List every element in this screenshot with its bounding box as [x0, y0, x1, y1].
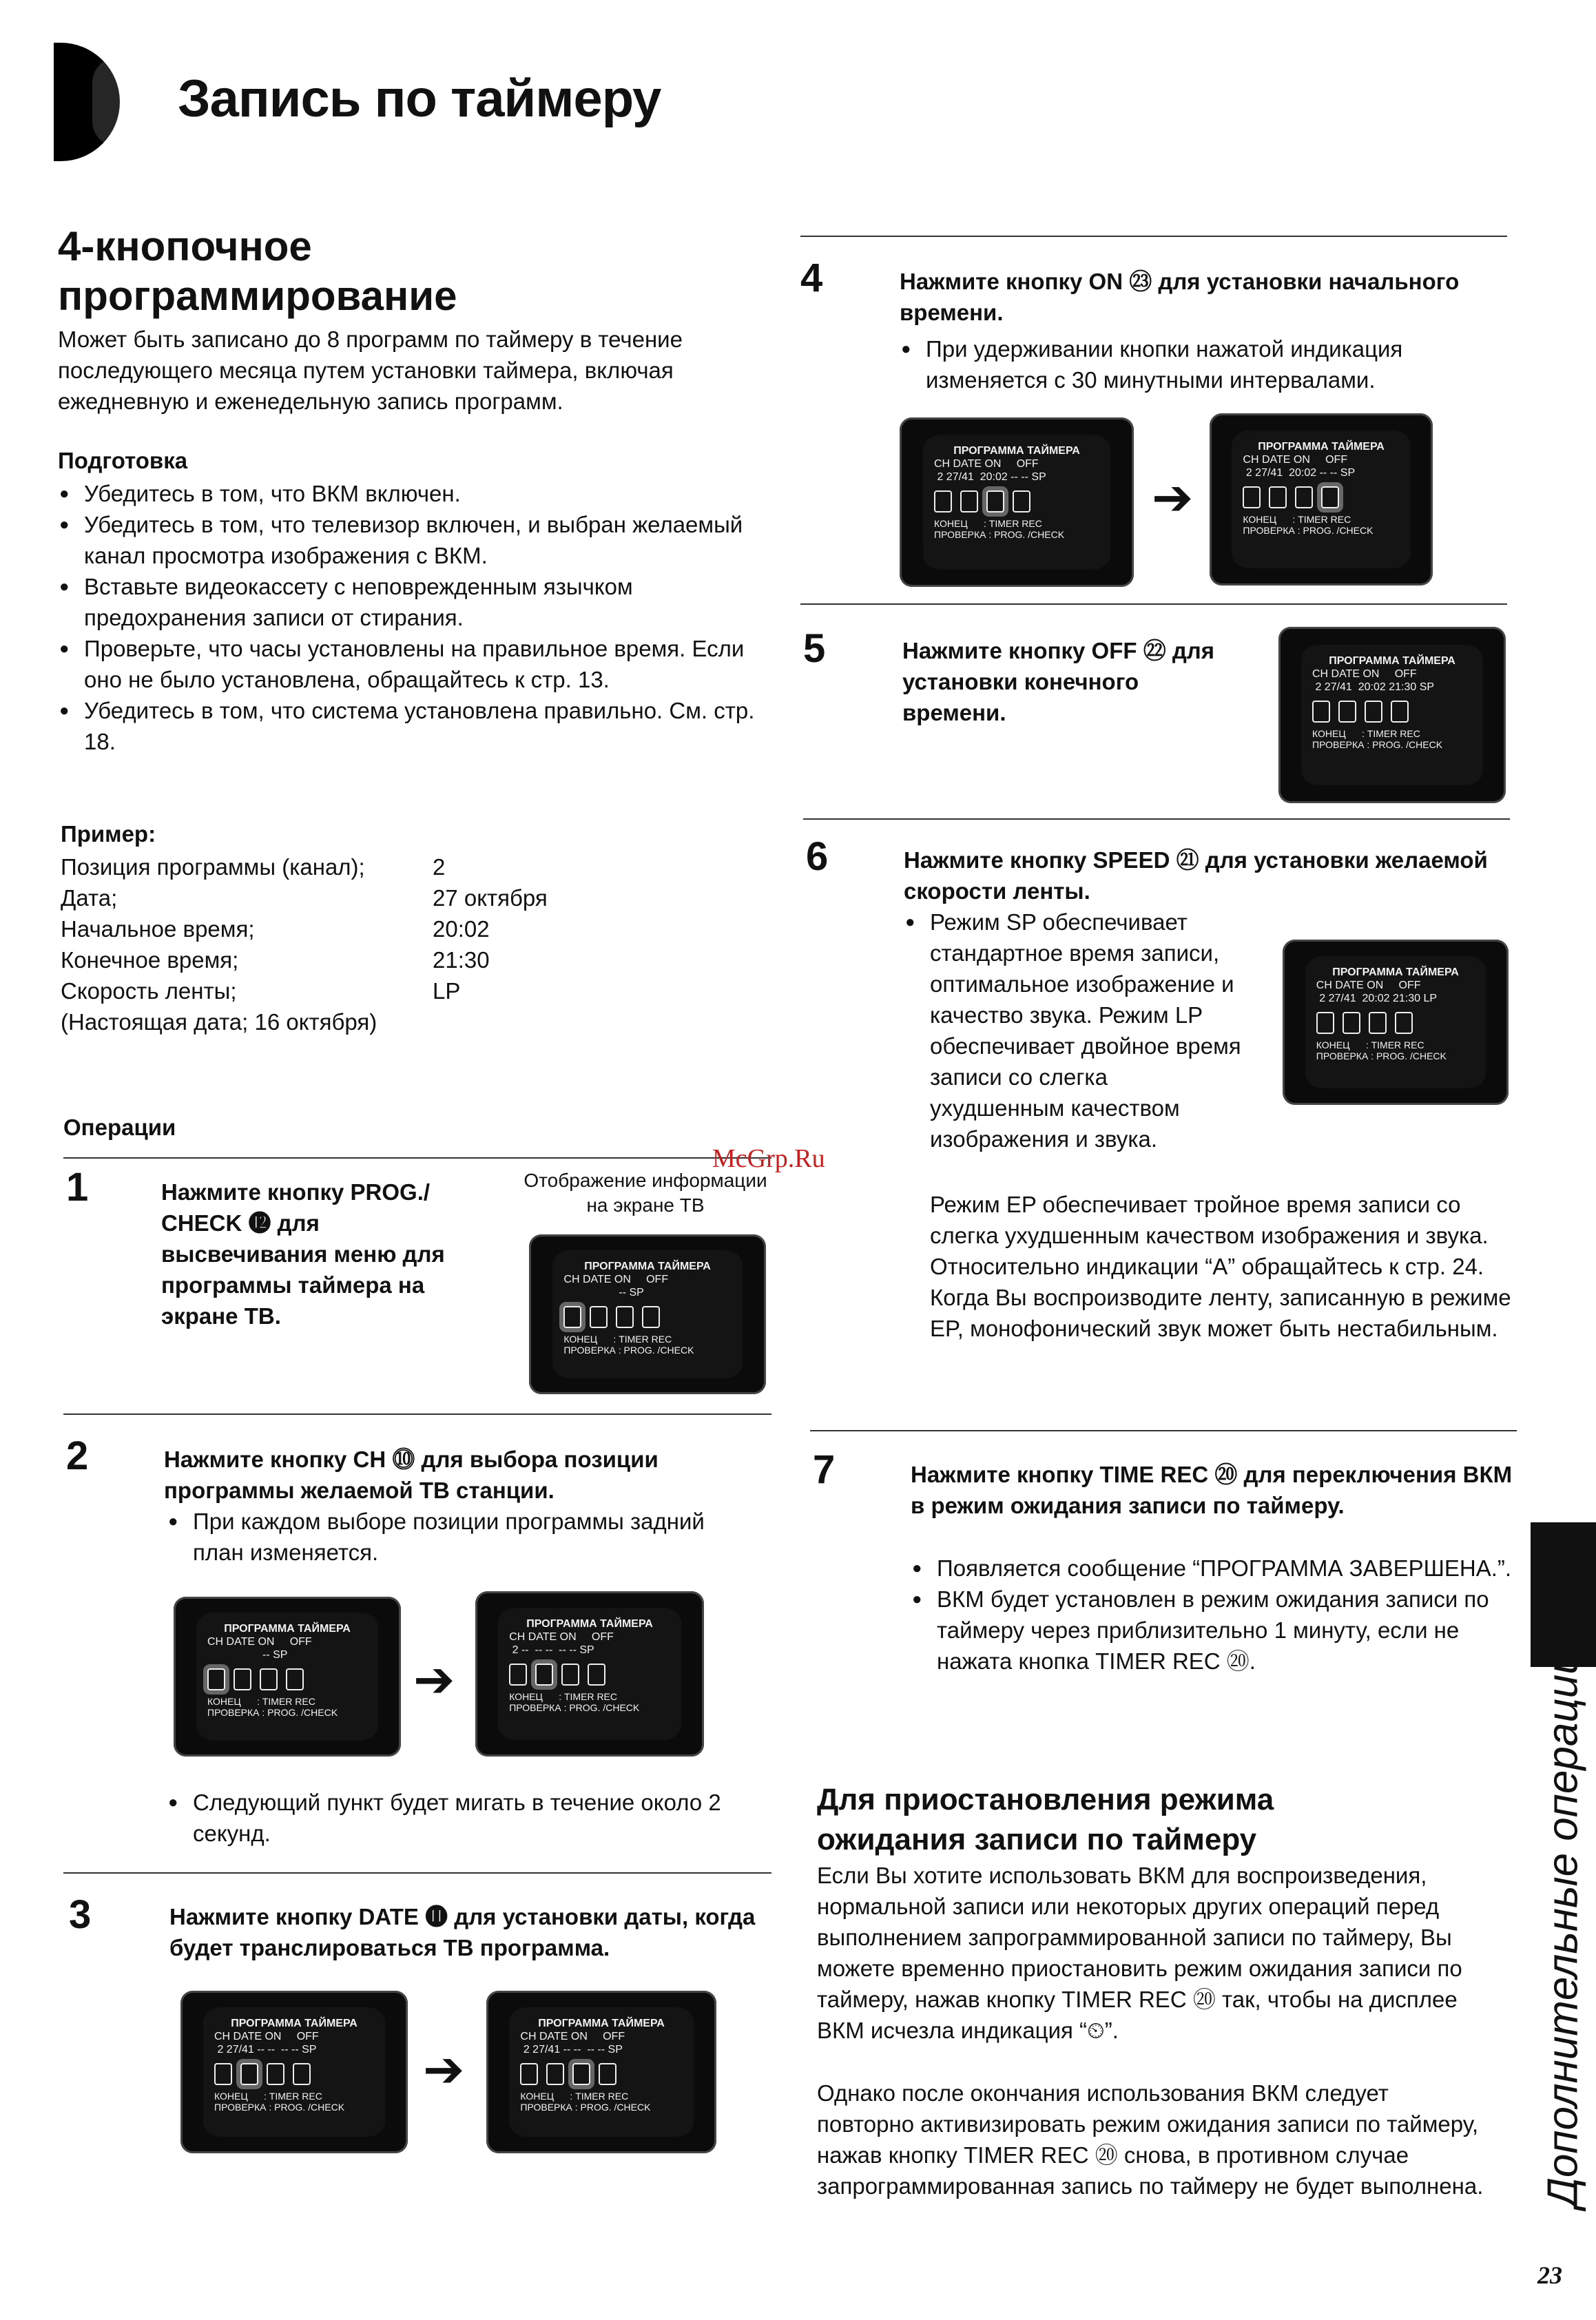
osd-title: ПРОГРАММА ТАЙМЕРА — [1332, 966, 1459, 978]
side-tab-marker — [1531, 1522, 1596, 1667]
section-heading-line1: 4-кнопочное — [58, 223, 312, 269]
osd-foot2: ПРОВЕРКА : PROG. /CHECK — [509, 1702, 640, 1713]
osd-foot2: ПРОВЕРКА : PROG. /CHECK — [1316, 1050, 1447, 1061]
prep-list — [58, 478, 774, 757]
divider — [800, 603, 1507, 605]
tv-screen-step3b — [486, 1991, 716, 2153]
osd-title: ПРОГРАММА ТАЙМЕРА — [224, 1623, 351, 1635]
step7-title: Нажмите кнопку TIME REC ⑳ для переключения ВКМ в режим ожидания записи по таймеру. — [911, 1462, 1513, 1518]
page-title: Запись по таймеру — [178, 70, 661, 128]
tv-screen-step4a — [900, 417, 1134, 587]
osd-title: ПРОГРАММА ТАЙМЕРА — [584, 1261, 711, 1273]
prep-item: ● Убедитесь в том, что телевизор включен, и выбран желаемый канал просмотра изображения с ВКМ. — [58, 509, 774, 571]
step-number: 1 — [66, 1165, 89, 1210]
step6-title: Нажмите кнопку SPEED ㉑ для установки желаемой скорости ленты. — [904, 847, 1488, 904]
osd-program-icons — [563, 1306, 731, 1328]
step4-title: Нажмите кнопку ON ㉓ для установки начального времени. — [900, 269, 1460, 325]
osd-foot1: КОНЕЦ : TIMER REC — [934, 517, 1042, 529]
step2-after-bullet: ● Следующий пункт будет мигать в течение около 2 секунд. — [167, 1787, 759, 1849]
chapter-tab-graphic — [54, 43, 120, 161]
arrow-right-icon: ➔ — [423, 2042, 465, 2098]
osd-row: 2 27/41 20:02 -- -- SP — [934, 470, 1046, 483]
step6-bullets — [904, 907, 1248, 1154]
osd-header: CH DATE ON OFF — [509, 1631, 614, 1643]
divider — [810, 1430, 1517, 1431]
example-row: Начальное время; 20:02 — [61, 916, 490, 942]
tv-screen-step2a — [174, 1597, 401, 1757]
divider — [63, 1413, 771, 1415]
example-row: Скорость ленты; LP — [61, 978, 461, 1004]
osd-foot1: КОНЕЦ : TIMER REC — [1316, 1039, 1424, 1050]
prep-item: ● Убедитесь в том, что ВКМ включен. — [58, 478, 774, 509]
osd-foot1: КОНЕЦ : TIMER REC — [1243, 514, 1351, 525]
osd-foot1: КОНЕЦ : TIMER REC — [207, 1696, 315, 1708]
step-number: 6 — [806, 834, 829, 879]
prep-item: ● Убедитесь в том, что система установлена правильно. См. стр. 18. — [58, 695, 774, 757]
example-table — [61, 851, 749, 1037]
step7-bullets — [911, 1553, 1517, 1677]
osd-title: ПРОГРАММА ТАЙМЕРА — [526, 1618, 653, 1630]
step-number: 2 — [66, 1433, 89, 1478]
osd-header: CH DATE ON OFF — [207, 1636, 312, 1648]
step6-more: Режим EP обеспечивает тройное время записи со слегка ухудшенным качеством изображения и звука. Относительно индикации “A” обращайтесь к стр. 24. Когда Вы воспроизводите ленту, записанную в режиме EP, монофонический звук может быть нестабильным. — [930, 1192, 1511, 1341]
arrow-right-icon: ➔ — [413, 1653, 455, 1708]
intro-text: Может быть записано до 8 программ по таймеру в течение последующего месяца путем установки таймера, включая ежедневную и еженедельную запись программ. — [58, 327, 683, 414]
step2-bullet: ● При каждом выборе позиции программы задний план изменяется. — [167, 1506, 759, 1568]
osd-row: 2 27/41 -- -- -- -- SP — [214, 2043, 317, 2055]
osd-program-icons — [934, 490, 1099, 512]
osd-foot1: КОНЕЦ : TIMER REC — [563, 1334, 672, 1345]
divider — [800, 236, 1507, 237]
prep-item: ● Вставьте видеокассету с неповрежденным язычком предохранения записи от стирания. — [58, 571, 774, 633]
osd-header: CH DATE ON OFF — [214, 2030, 319, 2042]
example-current-date: (Настоящая дата; 16 октября) — [61, 1009, 377, 1035]
step-number: 5 — [803, 626, 826, 671]
osd-foot1: КОНЕЦ : TIMER REC — [520, 2090, 629, 2102]
step4-bullet: ● При удерживании кнопки нажатой индикация изменяется с 30 минутными интервалами. — [900, 333, 1499, 395]
osd-title: ПРОГРАММА ТАЙМЕРА — [1258, 441, 1385, 453]
step2-title: Нажмите кнопку CH ⓾ для выбора позиции программы желаемой ТВ станции. — [164, 1447, 659, 1503]
osd-foot2: ПРОВЕРКА : PROG. /CHECK — [1243, 525, 1374, 536]
osd-header: CH DATE ON OFF — [563, 1274, 669, 1286]
pause-paragraph-1: Если Вы хотите использовать ВКМ для воспроизведения, нормальной записи или некоторых других операций перед выполнением запрограммированной записи по таймеру, Вы можете временно приостановить режим ожидания записи по таймеру, нажав кнопку TIMER REC ⑳ так, чтобы на дисплее ВКМ исчезла индикация “⏲”. — [817, 1863, 1462, 2043]
osd-program-icons — [520, 2063, 682, 2085]
tv-screen-step4b — [1210, 413, 1433, 586]
section-heading-line2: программирование — [58, 273, 457, 319]
osd-foot1: КОНЕЦ : TIMER REC — [1312, 727, 1420, 739]
osd-row: 2 27/41 20:02 21:30 LP — [1316, 993, 1438, 1004]
prep-item: ● Проверьте, что часы установлены на правильное время. Если оно не было установлена, обращайтесь к стр. 13. — [58, 633, 774, 695]
osd-program-icons — [509, 1664, 670, 1686]
osd-title: ПРОГРАММА ТАЙМЕРА — [953, 444, 1080, 457]
pause-paragraph-2: Однако после окончания использования ВКМ следует повторно активизировать режим ожидания записи по таймеру, нажав кнопку TIMER REC ⑳ снова, в противном случае запрограммированная запись по таймеру не будет выполнена. — [817, 2080, 1484, 2199]
osd-foot2: ПРОВЕРКА : PROG. /CHECK — [207, 1707, 338, 1719]
osd-header: CH DATE ON OFF — [1243, 454, 1348, 466]
step5-title: Нажмите кнопку OFF ㉒ для установки конечного времени. — [902, 638, 1215, 725]
step4-bullets — [900, 333, 1499, 395]
step7-bullet: ● Появляется сообщение “ПРОГРАММА ЗАВЕРШЕНА.”. — [911, 1553, 1517, 1584]
osd-program-icons — [1312, 701, 1472, 723]
pause-heading-line2: ожидания записи по таймеру — [817, 1823, 1257, 1856]
step-number: 7 — [813, 1447, 836, 1492]
osd-foot1: КОНЕЦ : TIMER REC — [214, 2090, 322, 2102]
step7-bullet: ● ВКМ будет установлен в режим ожидания записи по таймеру через приблизительно 1 минуту, если не нажата кнопка TIMER REC ⑳. — [911, 1584, 1517, 1677]
screen-caption: Отображение информации на экране ТВ — [524, 1170, 767, 1216]
step6-bullet: ● Режим SP обеспечивает стандартное время записи, оптимальное изображение и качество звука. Режим LP обеспечивает двойное время записи со слегка ухудшенным качеством изображения и звука. — [904, 907, 1248, 1154]
osd-program-icons — [207, 1668, 367, 1690]
osd-foot2: ПРОВЕРКА : PROG. /CHECK — [214, 2101, 345, 2113]
example-row: Позиция программы (канал); 2 — [61, 854, 446, 880]
osd-foot2: ПРОВЕРКА : PROG. /CHECK — [520, 2101, 651, 2113]
osd-program-icons — [1316, 1012, 1475, 1034]
page-number: 23 — [1537, 2261, 1562, 2289]
osd-row: 2 -- -- -- -- -- SP — [509, 1644, 594, 1656]
divider — [63, 1157, 771, 1159]
osd-title: ПРОГРАММА ТАЙМЕРА — [538, 2017, 665, 2029]
divider — [63, 1872, 771, 1874]
osd-header: CH DATE ON OFF — [1312, 667, 1417, 680]
tv-screen-step3a — [180, 1991, 408, 2153]
tv-screen-step6 — [1283, 940, 1509, 1105]
tv-screen-step5 — [1278, 627, 1506, 803]
step1-title: Нажмите кнопку PROG./ CHECK ⓬ для высвечивания меню для программы таймера на экране ТВ. — [161, 1179, 445, 1329]
tv-screen-step1 — [529, 1234, 766, 1394]
example-label: Пример: — [61, 821, 156, 847]
osd-header: CH DATE ON OFF — [520, 2030, 625, 2042]
osd-foot2: ПРОВЕРКА : PROG. /CHECK — [1312, 738, 1443, 750]
example-row: Конечное время; 21:30 — [61, 947, 490, 973]
step2-bullets — [167, 1506, 759, 1568]
osd-program-icons — [214, 2063, 374, 2085]
osd-foot2: ПРОВЕРКА : PROG. /CHECK — [934, 528, 1065, 540]
prep-label: Подготовка — [58, 448, 188, 473]
divider — [803, 818, 1510, 820]
osd-row: -- SP — [563, 1287, 644, 1299]
operations-label: Операции — [63, 1115, 176, 1140]
step-number: 4 — [800, 256, 823, 300]
osd-row: 2 27/41 -- -- -- -- SP — [520, 2043, 623, 2055]
step-number: 3 — [69, 1892, 92, 1937]
section-heading — [58, 222, 457, 321]
osd-title: ПРОГРАММА ТАЙМЕРА — [231, 2017, 357, 2029]
watermark-text: McGrp.Ru — [712, 1144, 825, 1173]
osd-header: CH DATE ON OFF — [934, 457, 1039, 470]
osd-title: ПРОГРАММА ТАЙМЕРА — [1329, 654, 1455, 667]
osd-program-icons — [1243, 486, 1399, 508]
osd-row: 2 27/41 20:02 21:30 SP — [1312, 681, 1435, 693]
osd-foot2: ПРОВЕРКА : PROG. /CHECK — [563, 1345, 694, 1356]
pause-heading — [817, 1780, 1274, 1860]
step2-after — [167, 1787, 759, 1849]
osd-row: 2 27/41 20:02 -- -- SP — [1243, 467, 1356, 479]
side-label-text: Дополнительные операции — [1540, 1650, 1588, 2208]
osd-header: CH DATE ON OFF — [1316, 980, 1421, 991]
example-row: Дата; 27 октября — [61, 885, 548, 911]
osd-row: -- SP — [207, 1649, 288, 1661]
side-label — [1531, 1646, 1596, 2211]
pause-heading-line1: Для приостановления режима — [817, 1783, 1274, 1816]
tv-screen-step2b — [475, 1591, 704, 1757]
step3-title: Нажмите кнопку DATE ⓫ для установки даты, когда будет транслироваться ТВ программа. — [169, 1904, 756, 1960]
arrow-right-icon: ➔ — [1152, 470, 1194, 526]
osd-foot1: КОНЕЦ : TIMER REC — [509, 1691, 617, 1702]
